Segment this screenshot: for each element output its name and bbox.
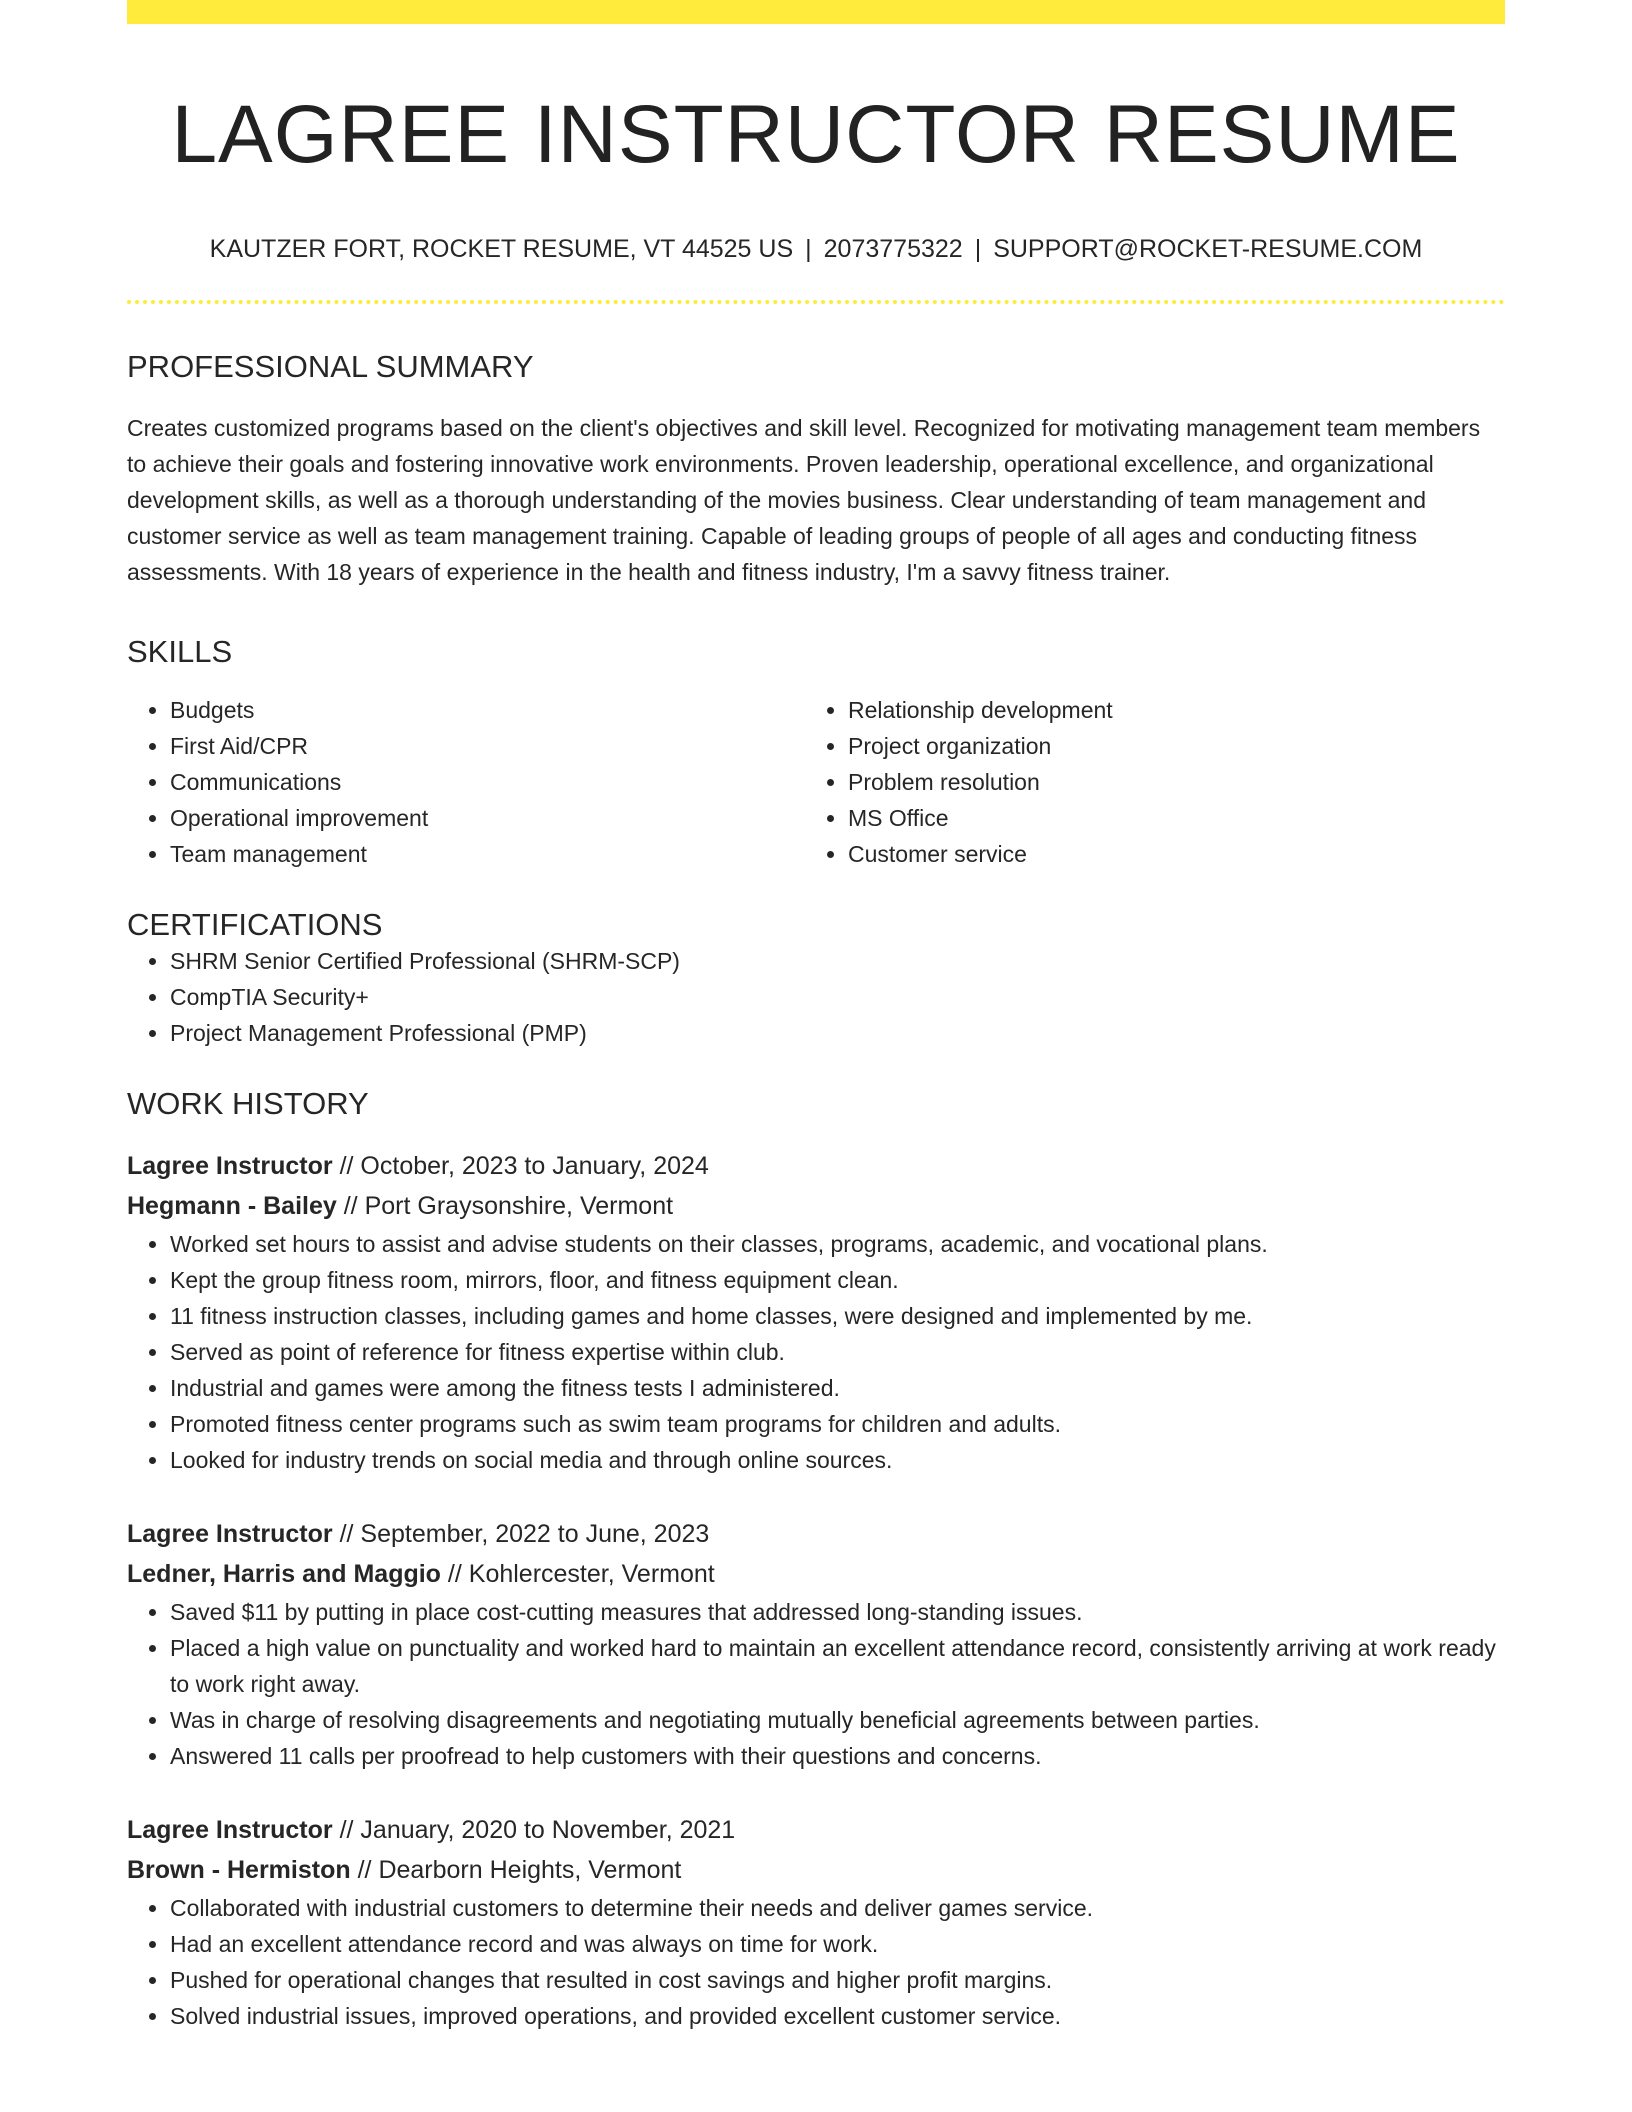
skills-heading: SKILLS (127, 633, 233, 669)
job-title-line (127, 1810, 1505, 1850)
skills-list-right (805, 692, 1483, 872)
job-divider: // (339, 1816, 354, 1845)
job-title-line (127, 1146, 1505, 1186)
job-title: Lagree Instructor (127, 1152, 333, 1181)
job-bullet: • Promoted fitness center programs such as swim team programs for children and adults. (170, 1406, 1505, 1442)
skill-item: • Communications (170, 764, 805, 800)
job-bullet: • 11 fitness instruction classes, including games and home classes, were designed and implemented by me. (170, 1298, 1505, 1334)
resume-title: LAGREE INSTRUCTOR RESUME (171, 89, 1461, 180)
contact-email: SUPPORT@ROCKET-RESUME.COM (993, 235, 1423, 264)
job-bullet: • Solved industrial issues, improved operations, and provided excellent customer service. (170, 1998, 1505, 2034)
job-divider: // (343, 1192, 358, 1221)
job-bullet: • Saved $11 by putting in place cost-cutting measures that addressed long-standing issues. (170, 1594, 1505, 1630)
certifications-list (127, 943, 1505, 1051)
job-bullet: • Kept the group fitness room, mirrors, floor, and fitness equipment clean. (170, 1262, 1505, 1298)
skills-column-right (805, 692, 1483, 872)
job-entry (127, 1514, 1505, 1774)
job-divider: // (339, 1520, 354, 1549)
job-bullet: • Looked for industry trends on social media and through online sources. (170, 1442, 1505, 1478)
certification-item: • SHRM Senior Certified Professional (SHRM-SCP) (170, 943, 1505, 979)
certification-item: • Project Management Professional (PMP) (170, 1015, 1505, 1051)
job-dates: January, 2020 to November, 2021 (360, 1816, 736, 1845)
job-bullets (127, 1226, 1505, 1478)
job-bullet: • Answered 11 calls per proofread to help customers with their questions and concerns. (170, 1738, 1505, 1774)
resume-page (127, 0, 1505, 2034)
skill-item: • Team management (170, 836, 805, 872)
job-bullet: • Industrial and games were among the fitness tests I administered. (170, 1370, 1505, 1406)
job-divider: // (357, 1856, 372, 1885)
job-location: Kohlercester, Vermont (468, 1560, 715, 1589)
skill-item: • Problem resolution (848, 764, 1483, 800)
job-company-line (127, 1850, 1505, 1890)
job-bullets (127, 1594, 1505, 1774)
job-entry (127, 1146, 1505, 1478)
skill-item: • Relationship development (848, 692, 1483, 728)
skill-item: • MS Office (848, 800, 1483, 836)
skill-item: • Project organization (848, 728, 1483, 764)
job-company: Ledner, Harris and Maggio (127, 1560, 441, 1589)
contact-address: KAUTZER FORT, ROCKET RESUME, VT 44525 US (209, 235, 794, 264)
skills-column-left (127, 692, 805, 872)
job-company: Hegmann - Bailey (127, 1192, 337, 1221)
certification-item: • CompTIA Security+ (170, 979, 1505, 1015)
job-bullet: • Had an excellent attendance record and was always on time for work. (170, 1926, 1505, 1962)
job-dates: October, 2023 to January, 2024 (360, 1152, 709, 1181)
job-entry (127, 1810, 1505, 2034)
work-history-heading: WORK HISTORY (127, 1085, 369, 1121)
job-divider: // (447, 1560, 462, 1589)
job-company-line (127, 1186, 1505, 1226)
job-divider: // (339, 1152, 354, 1181)
job-bullet: • Placed a high value on punctuality and worked hard to maintain an excellent attendance record, consistently arriving at work ready to work right away. (170, 1630, 1505, 1702)
contact-separator: | (805, 235, 812, 264)
job-bullet: • Was in charge of resolving disagreements and negotiating mutually beneficial agreements between parties. (170, 1702, 1505, 1738)
job-title-line (127, 1514, 1505, 1554)
summary-text: Creates customized programs based on the client's objectives and skill level. Recognized for motivating management team members to achieve their goals and fostering innovative work environments. Proven leadership, operational excellence, and organizational development skills, as well as a thorough understanding of the movies business. Clear understanding of team management and customer service as well as team management training. Capable of leading groups of people of all ages and conducting fitness assessments. With 18 years of experience in the health and fitness industry, I'm a savvy fitness trainer. (127, 414, 1481, 585)
job-company-line (127, 1554, 1505, 1594)
job-bullet: • Collaborated with industrial customers to determine their needs and deliver games service. (170, 1890, 1505, 1926)
job-bullet: • Pushed for operational changes that resulted in cost savings and higher profit margins. (170, 1962, 1505, 1998)
job-location: Port Graysonshire, Vermont (364, 1192, 674, 1221)
skill-item: • Budgets (170, 692, 805, 728)
top-accent-bar (127, 0, 1505, 24)
skills-list-left (127, 692, 805, 872)
job-bullets (127, 1890, 1505, 2034)
job-title: Lagree Instructor (127, 1520, 333, 1549)
summary-heading: PROFESSIONAL SUMMARY (127, 349, 534, 385)
contact-separator: | (974, 235, 982, 264)
skill-item: • Operational improvement (170, 800, 805, 836)
job-company: Brown - Hermiston (127, 1856, 351, 1885)
contact-phone: 2073775322 (823, 235, 963, 264)
job-bullet: • Served as point of reference for fitness expertise within club. (170, 1334, 1505, 1370)
job-bullet: • Worked set hours to assist and advise students on their classes, programs, academic, and vocational plans. (170, 1226, 1505, 1262)
skill-item: • Customer service (848, 836, 1483, 872)
job-title: Lagree Instructor (127, 1816, 333, 1845)
dotted-divider (127, 300, 1505, 304)
skill-item: • First Aid/CPR (170, 728, 805, 764)
skills-grid (127, 692, 1505, 872)
job-location: Dearborn Heights, Vermont (378, 1856, 682, 1885)
job-dates: September, 2022 to June, 2023 (360, 1520, 710, 1549)
certifications-heading: CERTIFICATIONS (127, 906, 383, 942)
contact-line (127, 234, 1505, 264)
